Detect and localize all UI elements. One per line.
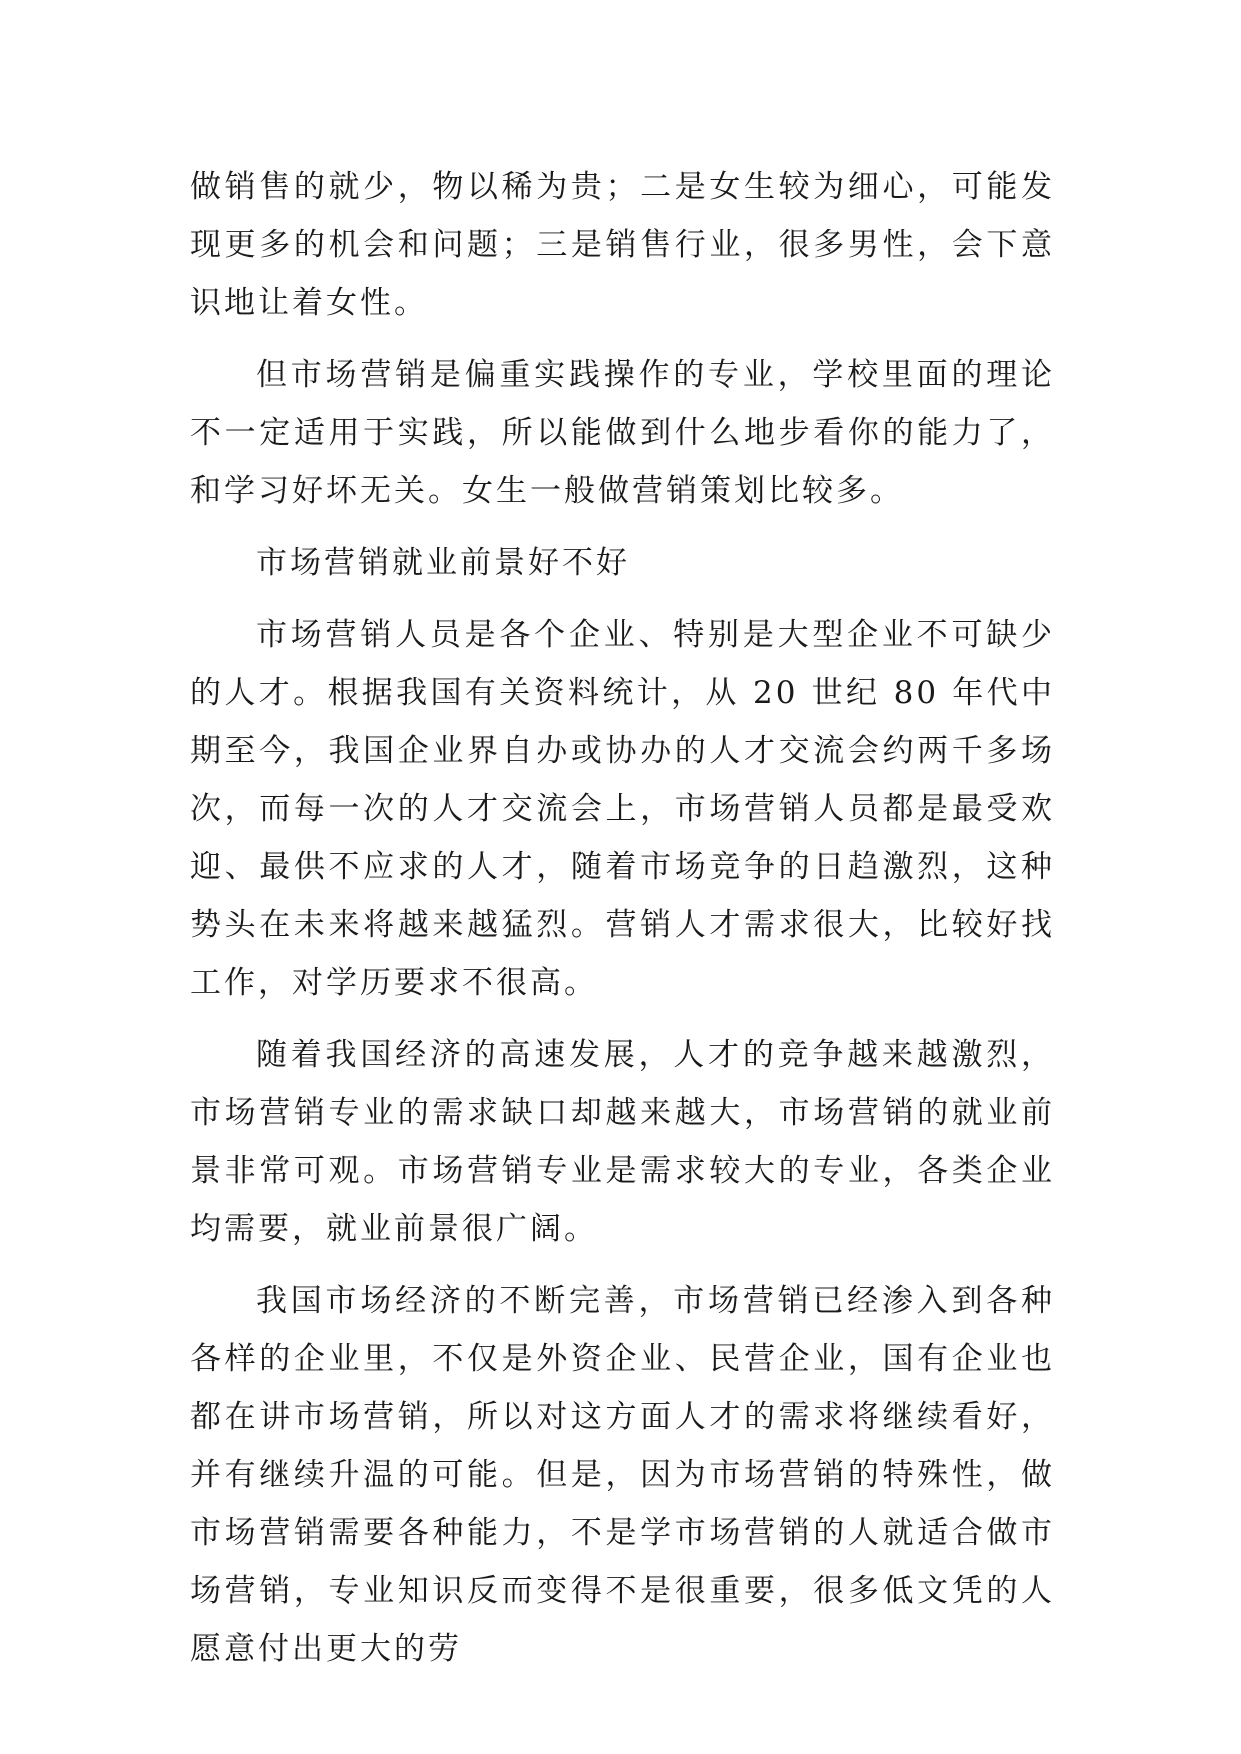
paragraph-3: 市场营销人员是各个企业、特别是大型企业不可缺少的人才。根据我国有关资料统计，从 20 世纪 80 年代中期至今，我国企业界自办或协办的人才交流会约两千多场次，而每一次的人才交流会上，市场营销人员都是最受欢迎、最供不应求的人才，随着市场竞争的日趋激烈，这种势头在未来将越来越猛烈。营销人才需求很大，比较好找工作，对学历要求不很高。: [190, 617, 1055, 1001]
paragraph-5: 我国市场经济的不断完善，市场营销已经渗入到各种各样的企业里，不仅是外资企业、民营企业，国有企业也都在讲市场营销，所以对这方面人才的需求将继续看好，并有继续升温的可能。但是，因为市场营销的特殊性，做市场营销需要各种能力，不是学市场营销的人就适合做市场营销，专业知识反而变得不是很重要，很多低文凭的人愿意付出更大的劳: [190, 1283, 1055, 1667]
paragraph-4: 随着我国经济的高速发展，人才的竞争越来越激烈，市场营销专业的需求缺口却越来越大，市场营销的就业前景非常可观。市场营销专业是需求较大的专业，各类企业均需要，就业前景很广阔。: [190, 1037, 1055, 1247]
paragraph-2: 但市场营销是偏重实践操作的专业，学校里面的理论不一定适用于实践，所以能做到什么地步看你的能力了，和学习好坏无关。女生一般做营销策划比较多。: [190, 357, 1055, 509]
document-body: [190, 158, 1055, 1692]
paragraph-1: 做销售的就少，物以稀为贵；二是女生较为细心，可能发现更多的机会和问题；三是销售行业，很多男性，会下意识地让着女性。: [190, 169, 1055, 321]
section-heading: 市场营销就业前景好不好: [256, 545, 630, 581]
